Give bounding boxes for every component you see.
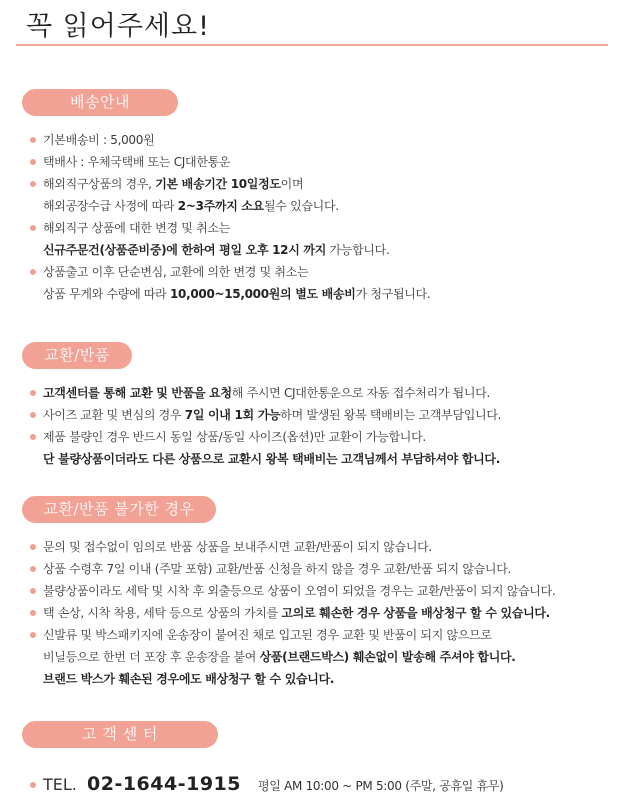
title-divider — [16, 44, 608, 46]
bullet-dot — [30, 544, 36, 550]
item-line — [43, 536, 630, 558]
list-item — [30, 173, 630, 217]
item-line — [43, 283, 630, 305]
list-item — [30, 580, 630, 602]
emphasis-text: 7일 이내 1회 가능 — [184, 408, 281, 422]
body-text: 사이즈 교환 및 변심의 경우 — [43, 408, 185, 422]
body-text: 문의 및 접수없이 임의로 반품 상품을 보내주시면 교환/반품이 되지 않습니다. — [43, 540, 432, 554]
item-line — [43, 448, 630, 470]
list-item — [30, 151, 630, 173]
item-line — [43, 239, 630, 261]
page-title: 꼭 읽어주세요! — [26, 11, 210, 42]
body-text: 해외직구 상품에 대한 변경 및 취소는 — [43, 221, 230, 235]
list-item — [30, 602, 630, 624]
exchange-label: 교환/반품 — [22, 342, 132, 369]
list-item — [30, 261, 630, 305]
no-exchange-label: 교환/반품 불가한 경우 — [22, 496, 216, 523]
emphasis-text: 2~3주까지 소요 — [177, 199, 264, 213]
body-text: 이며 — [280, 177, 304, 191]
bullet-dot — [30, 610, 36, 616]
list-item — [30, 217, 630, 261]
item-line — [43, 558, 630, 580]
item-line — [43, 382, 630, 404]
item-line — [43, 173, 630, 195]
item-line — [43, 602, 630, 624]
list-item — [30, 426, 630, 470]
bullet-dot — [30, 412, 36, 418]
emphasis-text: 브랜드 박스가 훼손된 경우에도 배상청구 할 수 있습니다. — [43, 672, 335, 686]
body-text: 상품 무게와 수량에 따라 — [43, 287, 170, 301]
emphasis-text: 상품(브랜드박스) 훼손없이 발송해 주셔야 합니다. — [259, 650, 516, 664]
list-item — [30, 558, 630, 580]
emphasis-text: 고객센터를 통해 교환 및 반품을 요청 — [43, 386, 232, 400]
body-text: 해 주시면 CJ대한통운으로 자동 접수처리가 됩니다. — [231, 386, 491, 400]
body-text: 가능합니다. — [326, 243, 390, 257]
emphasis-text: 10,000~15,000원의 별도 배송비 — [169, 287, 356, 301]
body-text: 기본배송비 : 5,000원 — [43, 133, 155, 147]
item-line — [43, 580, 630, 602]
item-line — [43, 151, 630, 173]
contact-row — [30, 773, 630, 797]
item-line — [43, 404, 630, 426]
shipping-label: 배송안내 — [22, 89, 178, 116]
body-text: 신발류 및 박스패키지에 운송장이 붙여진 채로 입고된 경우 교환 및 반품이 되지 않으므로 — [43, 628, 492, 642]
body-text: 택 손상, 시착 착용, 세탁 등으로 상품의 가치를 — [43, 606, 282, 620]
business-hours: 평일 AM 10:00 ~ PM 5:00 (주말, 공휴일 휴무) — [258, 779, 504, 793]
shipping-list — [30, 129, 630, 305]
bullet-dot — [30, 137, 36, 143]
bullet-dot — [30, 588, 36, 594]
body-text: 상품 수령후 7일 이내 (주말 포함) 교환/반품 신청을 하지 않을 경우 교환/반품 되지 않습니다. — [43, 562, 512, 576]
body-text: 불량상품이라도 세탁 및 시착 후 외출등으로 상품이 오염이 되었을 경우는 교환/반품이 되지 않습니다. — [43, 584, 556, 598]
emphasis-text: 신규주문건(상품준비중)에 한하여 평일 오후 12시 까지 — [43, 243, 326, 257]
body-text: 해외직구상품의 경우, — [43, 177, 156, 191]
tel-prefix: TEL. — [43, 775, 77, 794]
phone-number[interactable]: 02-1644-1915 — [87, 773, 241, 795]
emphasis-text: 고의로 훼손한 경우 상품을 배상청구 할 수 있습니다. — [281, 606, 550, 620]
emphasis-text: 단 불량상품이더라도 다른 상품으로 교환시 왕복 택배비는 고객님께서 부담하셔야 합니다. — [43, 452, 500, 466]
list-item — [30, 382, 630, 404]
list-item — [30, 536, 630, 558]
bullet-dot — [30, 225, 36, 231]
body-text: 해외공장수급 사정에 따라 — [43, 199, 178, 213]
item-line — [43, 624, 630, 646]
bullet-dot — [30, 390, 36, 396]
item-line — [43, 646, 630, 668]
item-line — [43, 668, 630, 690]
item-line — [43, 261, 630, 283]
bullet-dot — [30, 434, 36, 440]
bullet-dot — [30, 269, 36, 275]
list-item — [30, 404, 630, 426]
bullet-dot — [30, 782, 36, 788]
bullet-dot — [30, 566, 36, 572]
bullet-dot — [30, 181, 36, 187]
emphasis-text: 기본 배송기간 10일정도 — [155, 177, 281, 191]
body-text: 상품출고 이후 단순변심, 교환에 의한 변경 및 취소는 — [43, 265, 309, 279]
customer-center-label: 고 객 센 터 — [22, 721, 218, 748]
bullet-dot — [30, 159, 36, 165]
list-item — [30, 129, 630, 151]
item-line — [43, 217, 630, 239]
item-line — [43, 195, 630, 217]
body-text: 택배사 : 우체국택배 또는 CJ대한통운 — [43, 155, 231, 169]
body-text: 가 청구됩니다. — [355, 287, 431, 301]
item-line — [43, 129, 630, 151]
exchange-list — [30, 382, 630, 470]
list-item — [30, 624, 630, 690]
body-text: 하며 발생된 왕복 택배비는 고객부담입니다. — [280, 408, 502, 422]
bullet-dot — [30, 632, 36, 638]
body-text: 비닐등으로 한번 더 포장 후 운송장을 붙여 — [43, 650, 260, 664]
body-text: 제품 불량인 경우 반드시 동일 상품/동일 사이즈(옵션)만 교환이 가능합니다. — [43, 430, 426, 444]
item-line — [43, 426, 630, 448]
body-text: 될수 있습니다. — [263, 199, 339, 213]
no-exchange-list — [30, 536, 630, 690]
